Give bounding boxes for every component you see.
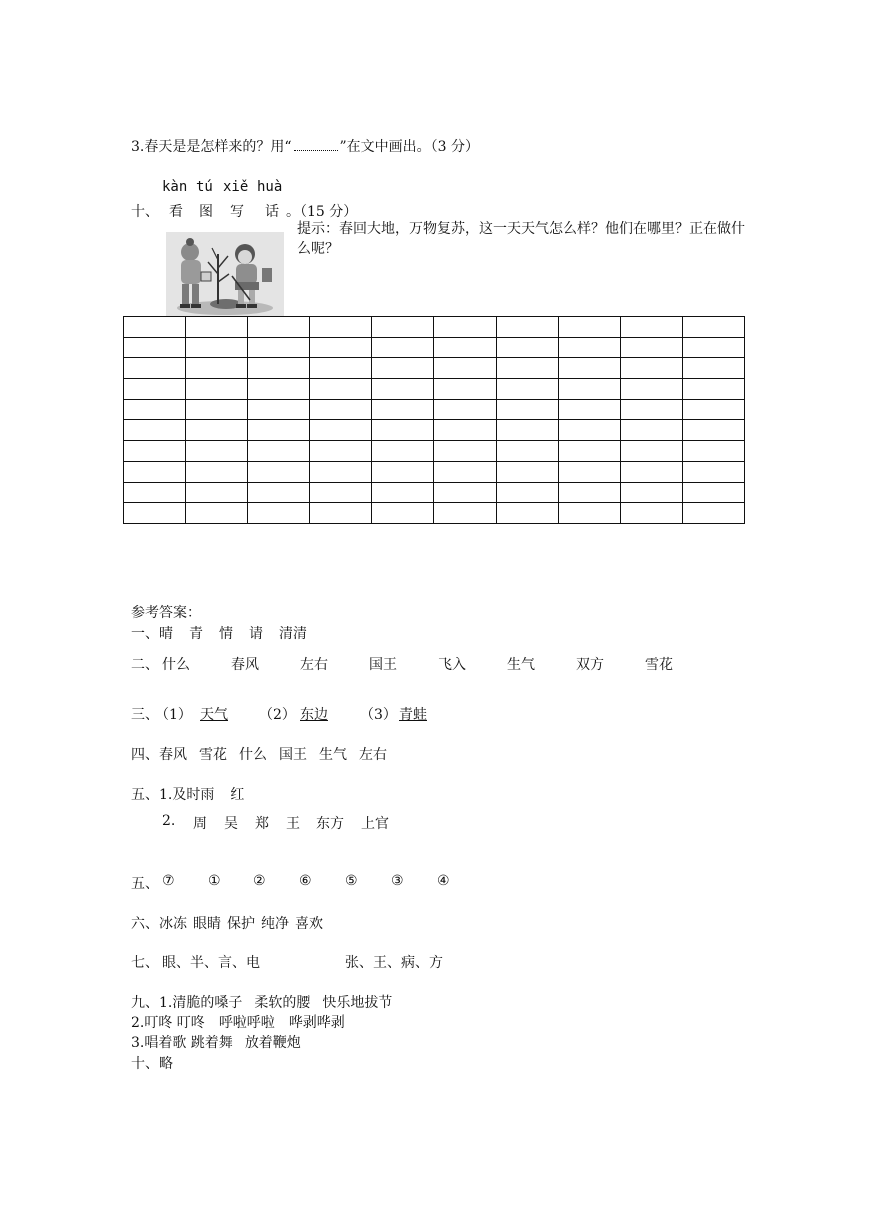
pinyin-kan: kàn [162,179,188,195]
grid-cell[interactable] [124,399,186,420]
grid-cell[interactable] [124,503,186,524]
grid-cell[interactable] [558,358,620,379]
answer-5b-item: ② [253,873,266,889]
answer-1: 一、晴 青 情 请 清清 [131,626,307,642]
answer-3-num: （2） [259,707,296,723]
question-3-text-after: ”在文中画出。（3 分） [339,139,480,155]
question-10-score: 。（15 分） [286,204,358,220]
grid-cell[interactable] [620,420,682,441]
grid-cell[interactable] [434,358,496,379]
grid-cell[interactable] [620,441,682,462]
grid-cell[interactable] [620,358,682,379]
answer-5b-item: ① [208,873,221,889]
grid-cell[interactable] [372,379,434,400]
grid-cell[interactable] [496,420,558,441]
grid-cell[interactable] [434,441,496,462]
grid-cell[interactable] [496,337,558,358]
answer-5-2-item: 郑 [255,816,269,832]
grid-cell[interactable] [186,317,248,338]
grid-cell[interactable] [682,503,744,524]
grid-cell[interactable] [248,420,310,441]
grid-cell[interactable] [310,461,372,482]
grid-cell[interactable] [620,482,682,503]
grid-cell[interactable] [682,461,744,482]
grid-cell[interactable] [682,358,744,379]
grid-cell[interactable] [682,379,744,400]
answer-5-2-label: 2. [162,813,176,829]
grid-cell[interactable] [372,399,434,420]
answer-3-word: 东边 [300,707,328,723]
grid-cell[interactable] [186,420,248,441]
grid-cell[interactable] [558,399,620,420]
hanzi-xie: 写 [230,204,244,220]
grid-cell[interactable] [558,441,620,462]
answer-7-group-1: 眼、半、言、电 [162,955,260,971]
answer-2-item: 春风 [231,657,259,673]
grid-cell[interactable] [310,420,372,441]
answer-7-label: 七、 [131,955,159,971]
grid-cell[interactable] [496,399,558,420]
grid-cell[interactable] [372,482,434,503]
answer-2-label: 二、 [131,657,159,673]
question-10-number: 十、 [131,204,159,220]
grid-cell[interactable] [310,503,372,524]
answer-5b-item: ⑦ [162,873,175,889]
grid-cell[interactable] [310,337,372,358]
grid-cell[interactable] [248,337,310,358]
grid-cell[interactable] [372,461,434,482]
grid-cell[interactable] [124,441,186,462]
writing-hint: 提示：春回大地，万物复苏，这一天天气怎么样？他们在哪里？正在做什么呢？ [297,221,745,257]
grid-cell[interactable] [372,420,434,441]
grid-cell[interactable] [434,317,496,338]
grid-cell[interactable] [434,482,496,503]
hanzi-tu: 图 [199,204,213,220]
answer-9-line-1: 九、1.清脆的嗓子 柔软的腰 快乐地拔节 [131,995,393,1011]
grid-row [124,399,745,420]
grid-cell[interactable] [682,399,744,420]
answer-5-2-item: 周 [193,816,207,832]
answer-2-item: 国王 [369,657,397,673]
question-3-text-before: 3.春天是是怎样来的？用“ [131,139,292,155]
grid-cell[interactable] [558,482,620,503]
grid-cell[interactable] [248,503,310,524]
grid-cell[interactable] [124,337,186,358]
grid-cell[interactable] [124,379,186,400]
grid-cell[interactable] [248,358,310,379]
grid-cell[interactable] [558,420,620,441]
answer-5-2-item: 上官 [361,816,389,832]
grid-row [124,358,745,379]
answer-5b-label: 五、 [131,876,159,892]
answer-5b-item: ④ [437,873,450,889]
grid-cell[interactable] [558,337,620,358]
grid-row [124,379,745,400]
grid-row [124,482,745,503]
grid-cell[interactable] [620,399,682,420]
grid-row [124,420,745,441]
grid-cell[interactable] [496,503,558,524]
grid-cell[interactable] [310,317,372,338]
dotted-blank [294,150,338,151]
grid-cell[interactable] [682,337,744,358]
answer-3-word: 青蛙 [399,707,427,723]
grid-cell[interactable] [124,358,186,379]
grid-cell[interactable] [682,317,744,338]
answer-7-group-2: 张、王、病、方 [345,955,443,971]
answer-5b-item: ③ [391,873,404,889]
grid-cell[interactable] [248,482,310,503]
grid-cell[interactable] [372,337,434,358]
grid-row [124,441,745,462]
grid-cell[interactable] [248,399,310,420]
hanzi-hua: 话 [265,204,279,220]
grid-cell[interactable] [496,317,558,338]
grid-cell[interactable] [124,317,186,338]
answer-5-1: 五、1.及时雨 红 [131,787,245,803]
grid-cell[interactable] [186,461,248,482]
answer-3-num: （3） [360,707,397,723]
grid-cell[interactable] [186,399,248,420]
grid-cell[interactable] [186,337,248,358]
answer-2-item: 双方 [576,657,604,673]
grid-cell[interactable] [310,482,372,503]
answer-5-2-item: 东方 [316,816,344,832]
grid-cell[interactable] [248,317,310,338]
answer-2-item: 生气 [507,657,535,673]
grid-cell[interactable] [558,379,620,400]
grid-row [124,461,745,482]
grid-cell[interactable] [186,482,248,503]
pinyin-xie: xiě [223,179,249,195]
grid-cell[interactable] [248,441,310,462]
answer-2-item: 飞入 [438,657,466,673]
answer-5-2-item: 吴 [224,816,238,832]
writing-grid [123,316,745,524]
grid-cell[interactable] [310,441,372,462]
grid-cell[interactable] [682,441,744,462]
answer-3-num: （1） [155,707,192,723]
grid-cell[interactable] [496,482,558,503]
grid-cell[interactable] [682,482,744,503]
grid-cell[interactable] [434,461,496,482]
hanzi-kan: 看 [169,204,183,220]
grid-cell[interactable] [496,441,558,462]
answer-4: 四、春风 雪花 什么 国王 生气 左右 [131,747,387,763]
grid-cell[interactable] [186,358,248,379]
answer-2-item: 左右 [300,657,328,673]
grid-cell[interactable] [434,337,496,358]
grid-cell[interactable] [620,337,682,358]
grid-cell[interactable] [372,503,434,524]
pinyin-tu: tú [196,179,213,195]
answers-title: 参考答案： [131,605,201,621]
grid-row [124,337,745,358]
grid-cell[interactable] [434,503,496,524]
grid-cell[interactable] [558,317,620,338]
grid-cell[interactable] [372,317,434,338]
grid-cell[interactable] [124,420,186,441]
answer-5b-item: ⑥ [299,873,312,889]
grid-cell[interactable] [620,461,682,482]
grid-cell[interactable] [248,379,310,400]
grid-cell[interactable] [434,399,496,420]
pinyin-hua: huà [257,179,283,195]
grid-cell[interactable] [372,441,434,462]
answer-6: 六、冰冻 眼睛 保护 纯净 喜欢 [131,916,323,932]
grid-cell[interactable] [496,461,558,482]
answer-5-2-item: 王 [286,816,300,832]
grid-cell[interactable] [558,503,620,524]
grid-cell[interactable] [310,399,372,420]
answer-2-item: 什么 [162,657,190,673]
answer-3-word: 天气 [200,707,228,723]
grid-cell[interactable] [620,317,682,338]
grid-row [124,317,745,338]
answer-2-item: 雪花 [645,657,673,673]
question-3 [131,136,479,156]
grid-cell[interactable] [434,420,496,441]
grid-cell[interactable] [372,358,434,379]
grid-cell[interactable] [186,379,248,400]
grid-row [124,503,745,524]
answer-5b-item: ⑤ [345,873,358,889]
answer-9-line-2: 2.叮咚 叮咚 呼啦呼啦 哗剥哗剥 [131,1015,345,1031]
grid-cell[interactable] [434,379,496,400]
grid-cell[interactable] [124,461,186,482]
grid-cell[interactable] [310,358,372,379]
grid-cell[interactable] [248,461,310,482]
tree-planting-illustration [166,232,284,316]
grid-cell[interactable] [186,441,248,462]
grid-cell[interactable] [124,482,186,503]
grid-cell[interactable] [620,503,682,524]
answer-10: 十、略 [131,1056,173,1072]
grid-cell[interactable] [496,379,558,400]
answer-3-label: 三、 [131,707,159,723]
grid-cell[interactable] [620,379,682,400]
grid-cell[interactable] [186,503,248,524]
grid-cell[interactable] [496,358,558,379]
grid-cell[interactable] [558,461,620,482]
grid-cell[interactable] [682,420,744,441]
grid-cell[interactable] [310,379,372,400]
answer-9-line-3: 3.唱着歌 跳着舞 放着鞭炮 [131,1035,301,1051]
